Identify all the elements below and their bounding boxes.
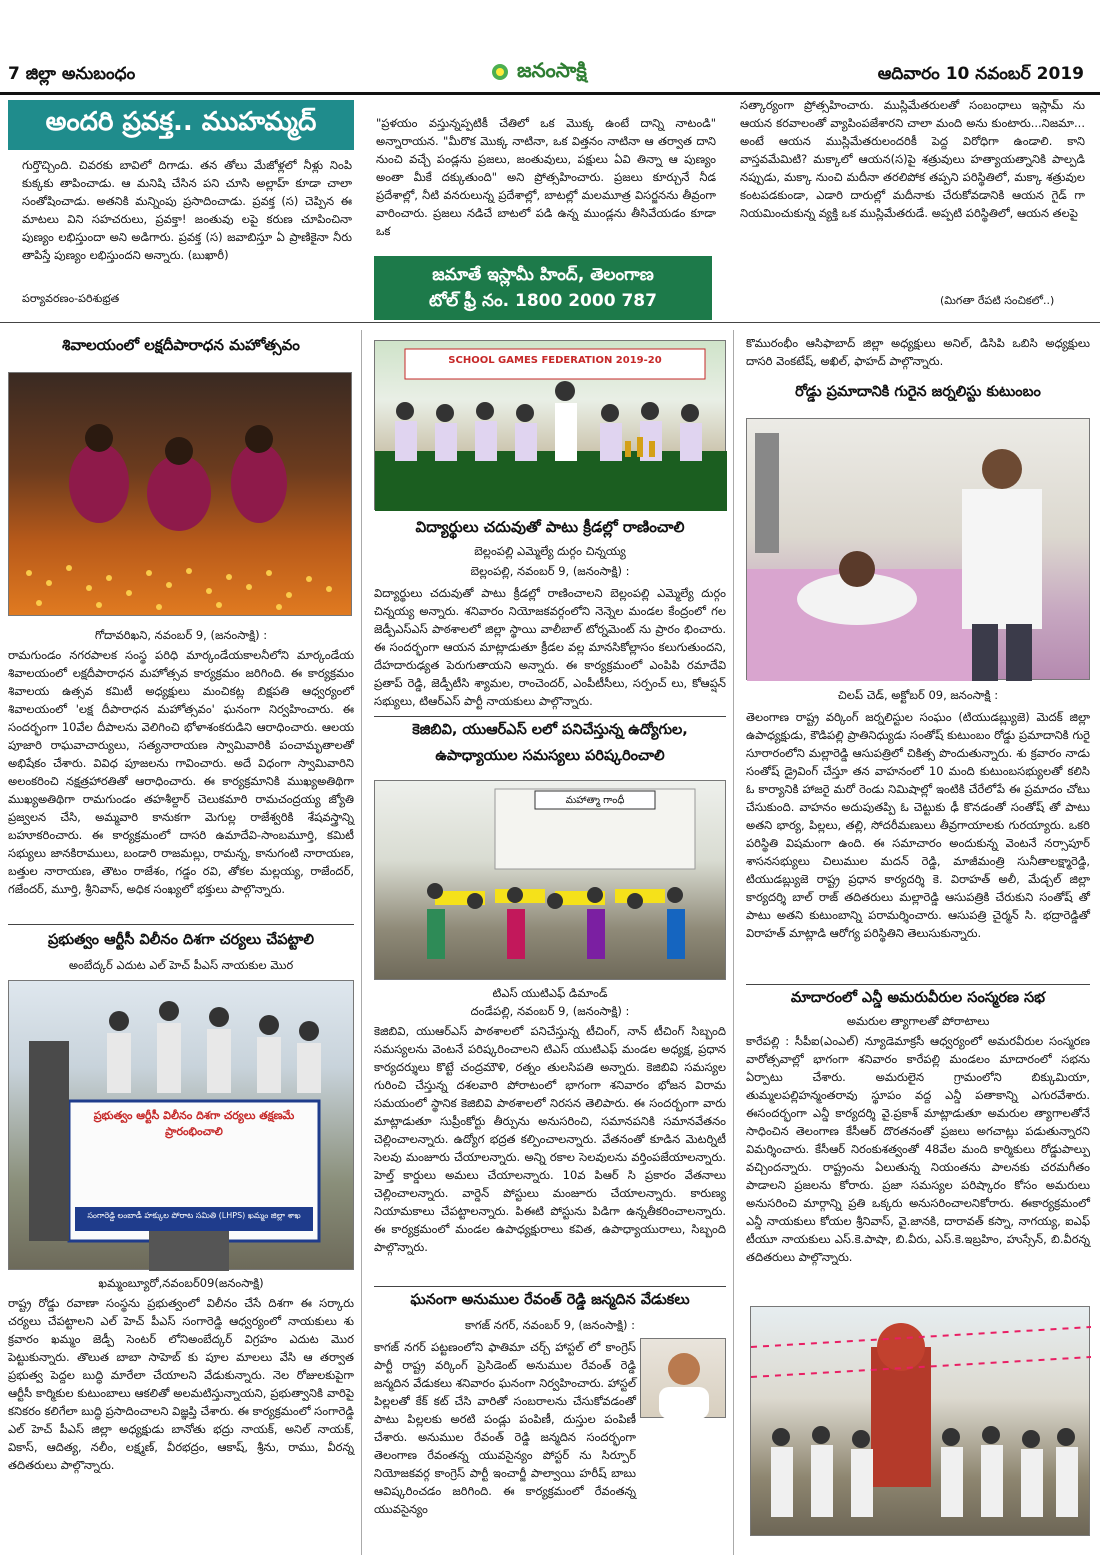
story-students-sports-body: విద్యార్థులు చదువుతో పాటు క్రీడల్లో రాణించాలని బెల్లంపల్లి ఎమ్మెల్యే దుర్గం చిన్నయ్య అన్నారు. శనివారం నియోజకవర్గంలోని నెన్నెల మండల కేంద్రంలో గల జెడ్పీఎస్ఎస్ పాఠశాలలో జిల్లా స్థాయి వాలీబాల్ టోర్నమెంట్ ను ప్రారం భించారు. ఈ సందర్భంగా ఆయన మాట్లాడుతూ క్రీడల వల్ల మానసికోల్లాసం కలుగుతుందని, దేహదారుఢ్యత పెరుగుతాయని అన్నారు. ఈ కార్యక్రమంలో ఎంపిపి రమాదేవి ప్రతాప్ రెడ్డి, జెడ్పీటీసి శ్యామల, రాంచెందర్, ఎంపీటీసీలు, సర్పంచ్ లు, కోఆప్షన్ సభ్యులు, టిఆర్ఎస్ పార్టీ నాయకులు పాల్గొన్నారు. [374,586,726,708]
headline-journalist-accident: రోడ్డు ప్రమాదానికి గురైన జర్నలిస్టు కుటుంబం [795,384,1041,400]
masthead-text: జనంసాక్షి [516,58,587,82]
dateline-godavarikhani: గోదావరిఖని, నవంబర్ 9, (జనంసాక్షి) : [94,628,268,642]
memorial-illustration [751,1307,1091,1537]
headline-kgbv-line2: ఉపాధ్యాయుల సమస్యలు పరిష్కరించాలి [435,748,665,764]
school-games-banner: SCHOOL GAMES FEDERATION 2019-20 [448,355,662,366]
story-kgbv-body: కెజిబివి, యుఆర్ఎస్ పాఠశాలలో పనిచేస్తున్న టీచింగ్, నాన్ టీచింగ్ సిబ్బంది సమస్యలను వెంటనే పరిష్కరించాలని టిఎస్ యుటిఎఫ్ మండల అధ్యక్ష, ప్రధాన కార్యదర్శులు కొట్టే చంద్రమౌళి, రత్నం తులసిపతి అన్నారు. కెజిబివి సమస్యల గురించి చేస్తున్న దశలవారి పోరాటంలో భాగంగా శనివారం భోజన విరామ సమయంలో స్థానిక కెజిబివి పాఠశాలలో నిరసన తెలిపారు. ఈ సందర్బంగా వారు మాట్లాడుతూ సుప్రీంకోర్టు తీర్పును అనుసరించి, సమానపనికి సమానవేతనం చెల్లించాలన్నారు. ఉద్యోగ భద్రత కల్పించాలన్నారు. వేతనంతో కూడిన మెటర్నిటీ సెలవు మంజూరు చేయాలన్నారు. అన్ని రకాల సెలవులను వర్తింపజేయాలన్నారు. హెల్త్ కార్డులు అమలు చేయాలన్నారు. 10వ పిఆర్ సి ప్రకారం వేతనాలు చెల్లించాలన్నారు. వార్డెన్ పోస్టులు మంజూరు చేయాలన్నారు. కారుణ్య నియామకాలు చేపట్టాలన్నారు. పిఈటి పోస్టును పిడిగా ఉన్నతీకరించాలన్నారు. ఈ కార్యక్రమంలో మండల ఉపాధ్యక్షురాలు కవిత, ఉపాధ్యాయురాలు, సిబ్బంది పాల్గొన్నారు. [374,1024,726,1254]
story-divider-col3 [746,984,1090,985]
header-rule [0,92,1100,95]
jamaat-line1: జమాతే ఇస్లామీ హింద్, తెలంగాణ [432,265,654,285]
headline-kgbv-line1: కెజిబివి, యుఆర్ఎస్ లలో పనిచేస్తున్న ఉద్యోగుల, [412,722,688,738]
dateline-khammam: ఖమ్మంబ్యూరో,నవంబర్09(జనంసాక్షి) [98,1276,264,1290]
banner-divider [0,322,1100,323]
column-divider-1 [361,330,362,1555]
banner-col1-tag: పర్యావరణం-పరిశుభ్రత [22,292,120,305]
photo-lhps-protest [8,980,354,1270]
photo-revanth-portrait [640,1338,726,1418]
banner-col3-text: సత్కార్యంగా ప్రోత్సహించారు. ముస్లిమేతరులతో సంబంధాలు ఇస్లామ్ ను ఆయన కరవాలంతో వ్యాపింపజేశారని చాలా మంది అను కుంటారు...నిజమా... అంటే ఆయన ముస్లిమేతరులందరికీ పెద్ద విరోధిగా ఉండాలి. కాని వాస్తవమేమిటి? మక్కాలో ఆయన(స)పై శత్రువులు హత్యాయత్నానికి పాల్పడి నప్పుడు, మక్కా నుంచి మదీనా తరలిపోక తప్పని పరిస్థితిలో, మక్కా శత్రువుల కంటపడకుండా, ఎడారి దారుల్లో మదీనాకు చేరుకోవడానికి ఆయన గైడ్ గా నియమించుకున్న వ్యక్తి ఒక ముస్లిమేతరుడే. అప్పటి పరిస్థితిలో, ఆయన తలపై [740,98,1085,220]
headline-students-sports: విద్యార్థులు చదువుతో పాటు క్రీడల్లో రాణించాలి [415,518,685,536]
subhead-students-sports: బెల్లంపల్లి ఎమ్మెల్యే దుర్గం చిన్నయ్య [474,544,626,558]
school-games-illustration [375,341,727,511]
page-label: 7 జిల్లా అనుబంధం [8,64,136,84]
dateline-bellampalli: బెల్లంపల్లి, నవంబర్ 9, (జనంసాక్షి) : [470,564,630,578]
issue-date: ఆదివారం 10 నవంబర్ 2019 [877,64,1084,84]
story-divider-col1 [8,924,354,925]
banner-title: అందరి ప్రవక్త.. ముహమ్మద్ [8,100,354,150]
logo-icon [490,62,510,82]
story-divider-col2b [374,1286,726,1287]
story-revanth-body-part1: కాగజ్ నగర్ పట్టణంలోని ఫాతిమా చర్చ్ హాస్టల్ లో కాంగ్రెస్ పార్టీ రాష్ట్ర వర్కింగ్ ప్రెసిడెంట్ అనుముల రేవంత్ రెడ్డి జన్మదిన వేడుకలు శనివారం ఘనంగా నిర్వహించారు. హాస్టల్ పిల్లలతో కేక్ కట్ చేసి వారితో సంబరాలను చేసుకోవడంతో పాటు పిల్లలకు అరటి పండ్లు పంపిణీ, దుస్తుల పంపిణీ చేశారు. అనుముల రేవంత్ రెడ్డి జన్మదిన సందర్భంగా తెలంగాణ రేవంతన్న యువసైన్యం పోస్టర్ ను సిర్పూర్ నియోజకవర్గ కాంగ్రెస్ పార్టీ ఇంచార్జీ పాల్వాయి హరీష్ బాబు ఆవిష్కరించడం జరిగింది. ఈ కార్యక్రమంలో రేవంతన్న యువసైన్యం [374,1340,636,1516]
photo-martyrs-memorial [750,1306,1090,1536]
story-divider-col2a [374,716,726,717]
story-rtc-merger-body: రాష్ట్ర రోడ్డు రవాణా సంస్థను ప్రభుత్వంలో విలీనం చేసే దిశగా ఈ సర్కారు చర్యలు చేపట్టాలని ఎల్ హెచ్ పీఎస్ సంగారెడ్డి ఆధ్వర్యంలో నాయకులు శు క్రవారం ఖమ్మం జెడ్పీ సెంటర్ లోనిఅంబేద్కర్ విగ్రహం ఎదుట మొర పెట్టుకున్నారు. తొలుత బాబా సాహెబ్ కు పూల మాలలు వేసి ఆ తర్వాత ప్రభుత్వ పెద్దల బుద్ధి మారేలా చేయాలని వేడుకున్నారు. నెల రోజులకుపైగా ఆర్టీసీ కార్మికుల కుటుంబాలు ఆకలితో అలమటిస్తున్నాయని, ప్రభుత్వానికి వారిపై కనికరం కలిగేలా బుద్ధి ప్రసాదించాలని విజ్ఞప్తి చేశారు. ఈ కార్యక్రమంలో సంగారెడ్డి ఎల్ హెచ్ పీఎస్ జిల్లా అధ్యక్షుడు బానోతు భద్రు నాయక్, అనిల్ నాయక్, వికాస్, ఆదిత్య, నలీం, లక్ష్మణ్, వీరభద్రం, ఆకాష్, శ్రీను, రాము, వీరన్న తదితరులు పాల్గొన్నారు. [8,1296,355,1472]
subhead-nd-martyrs: అమరుల త్యాగాలతో పోరాటాలు [846,1014,990,1028]
lamps-illustration [9,373,353,617]
dateline-chilapched: చిలప్ చెడ్, అక్టోబర్ 09, జనంసాక్షి : [837,688,999,702]
banner-col2-text: "ప్రళయం వస్తున్నప్పటికీ చేతిలో ఒక మొక్క ఉంటే దాన్ని నాటండి" అన్నారాయన. "మీరొక మొక్క నాటినా, ఒక విత్తనం నాటినా ఆ తర్వాత దాని నుంచి వచ్చే పండ్లను ప్రజలు, జంతువులు, పక్షులు ఏవి తిన్నా ఆ పుణ్యం అంతా మీకే దక్కుతుంది" అని ప్రోత్సహించారు. ప్రజలు కూర్చునే నీడ ప్రదేశాల్లో, నీటి వనరులున్న ప్రదేశాల్లో, బాటల్లో మలమూత్ర విసర్జనను తీవ్రంగా వారించారు. ప్రజలు నడిచే బాటలో పడి ఉన్న ముండ్లను తీసివేయడం కూడా ఒక [376,116,716,238]
portrait-illustration [641,1339,727,1419]
story-journalist-accident-body: తెలంగాణ రాష్ట్ర వర్కింగ్ జర్నలిస్టుల సంఘం (టియుడబ్ల్యుజె) మెదక్ జిల్లా ఉపాధ్యక్షుడు, కౌడిపల్లి ప్రాతినిధ్యుడు సంతోష్ కుటుంబం రోడ్డు ప్రమాదానికి గురై సూరారంలోని మల్లారెడ్డి ఆసుపత్రిలో చికిత్స పొందుతున్నారు. శు క్రవారం నాడు సంతోష్ డ్రైవింగ్ చేస్తూ తన వాహనంలో 10 మంది కుటుంబసభ్యులతో కలిసి ఓ కార్యానికి హాజరై మరో రెండు నిమిషాల్లో ఇంటికి చేరేలోపే ఈ ప్రమాదం చోటు చేసుకుంది. వాహనం అదుపుతప్పి ఓ చెట్టుకు ఢీ కొనడంతో సంతోష్ తో పాటు అతని భార్య, పిల్లలు, తల్లి, సోదరీమణులు తీవ్రగాయాలకు గురయ్యారు. ఒకరి పరిస్థితి విషమంగా ఉంది. ఈ సమాచారం అందుకున్న వెంటనే నర్సాపూర్ శాసనసభ్యులు చిలుముల మదన్ రెడ్డి, మాజీమంత్రి సునీతాలక్ష్మారెడ్డి, టియుడబ్ల్యుజె రాష్ట్ర ప్రధాన కార్యదర్శి కె. విరాహత్ అలీ, మేడ్చల్ జిల్లా కార్యదర్శి బాల్ రాజ్ తదితరులు మల్లారెడ్డి ఆసుపత్రికి చేరుకుని సంతోష్ తో పాటు అతని కుటుంబాన్ని పరామర్శించారు. ఆసుపత్రి చైర్మన్ సి. భద్రారెడ్డితో విరాహత్ మాట్లాడి ఆరోగ్య పరిస్థితిని తెలుసుకున్నారు. [746,710,1090,940]
kgbv-protest-illustration [375,781,727,981]
continuation-text: కొమురంభీం ఆసిఫాబాద్ జిల్లా అధ్యక్షులు అనిల్, డిసిపి ఒబిసి అధ్యక్షులు దాసరి వెంకటేష్, అఖిల్, ఫాహద్ పాల్గొన్నారు. [746,336,1090,368]
photo-school-games [374,340,726,510]
gandhi-sign: మహాత్మా గాంధీ [565,795,625,806]
lhps-banner-text: ప్రభుత్వం ఆర్టీసీ విలీనం దిశగా చర్యలు తక్షణమే ప్రారంభించాలి [93,1109,295,1138]
photo-hospital [746,418,1090,680]
photo-kgbv-protest [374,780,726,980]
hospital-illustration [747,419,1091,681]
photo-lamps [8,372,352,616]
banner-col1-text: గుర్తొచ్చింది. చివరకు బావిలో దిగాడు. తన తోలు మేజోళ్లలో నీళ్లు నింపి కుక్కకు తాపించాడు. ఆ మనిషి చేసిన పని చూసి అల్లాహ్ కూడా చాలా సంతోషించాడు. అతనికి మన్నింపు ప్రసాదించాడు. ప్రవక్త (స) చెప్పిన ఈ మాటలు విని సహచరులు, ప్రవక్తా! జంతువు లపై కరుణ చూపించినా పుణ్యం లభిస్తుందా అని అడిగారు. ప్రవక్త (స) జవాబిస్తూ ఏ ప్రాణికైనా నీరు తాపిస్తే పుణ్యం లభిస్తుందని అన్నారు. (బుఖారీ) [22,158,352,262]
masthead-logo [490,58,587,87]
banner-col3-continued: (మిగతా రేపటి సంచికలో..) [940,294,1055,307]
jamaat-line2: టోల్ ఫ్రీ నం. 1800 2000 787 [429,291,657,311]
headline-nd-martyrs: మాదారంలో ఎన్డీ అమరువీరుల సంస్మరణ సభ [790,990,1046,1006]
page-header [0,0,1100,96]
dateline-kagaznagar: కాగజ్ నగర్, నవంబర్ 9, (జనంసాక్షి) : [464,1318,636,1332]
subhead-rtc-merger: అంబేద్కర్ ఎదుట ఎల్ హెచ్ పీఎస్ నాయకుల మొర [68,958,294,972]
story-nd-martyrs-body: కారేపల్లి : సీపీఐ(ఎంఎల్) న్యూడెమాక్రసీ ఆధ్వర్యంలో అమరవీరుల సంస్మరణ వారోత్సవాల్లో భాగంగా శనివారం కారేపల్లి మండలం మాదారంలో సభను ఏర్పాటు చేశారు. అమరులైన గ్రామంలోని బిక్కుమియా, తుమ్మలపల్లిహన్మంతరావు స్థూపం వద్ద ఎన్డీ పతాకాన్ని ఎగురవేశారు. ఈసందర్భంగా ఎన్డీ కార్యదర్శి వై.ప్రకాశ్ మాట్లాడుతూ అమరుల త్యాగాలతోనే సాధించిన తెలంగాణ కేసీఆర్ దొరతనంతో ప్రజలు అగచాట్లు పడుతున్నారని విమర్శించారు. కేసీఆర్ నిరంకుశత్వంతో 48వేల మంది కార్మికులు రోడ్డుపాల్పు వచ్చిందన్నారు. రాష్ట్రంను ఏలుతున్న నియంతను పాలనకు చరమగీతం పాడాలని ప్రజలను కోరారు. ప్రజా సమస్యల పరిష్కారం కోసం అమరులు అనుసరించి మార్గాన్ని ప్రతి ఒక్కరు అనుసరించాలనికోరారు. ఈకార్యక్రమంలో ఎన్డీ నాయకులు కోయల శ్రీనివాస్, వై.జానకి, దారావత్ కస్నా, నాగయ్య, ఐఎఫ్ టీయూ నాయకులు ఎస్.కె.పాషా, బి.వీరు, ఎస్.కె.ఇబ్రహిం, హుస్సేన్, బి.వీరన్న తదితరులు పాల్గొన్నారు. [746,1034,1090,1264]
dateline-dandepalli: దండేపల్లి, నవంబర్ 9, (జనంసాక్షి) : [470,1004,630,1018]
headline-rtc-merger: ప్రభుత్వం ఆర్టీసీ విలీనం దిశగా చర్యలు చేపట్టాలి [47,932,315,948]
column-divider-2 [733,330,734,1555]
lhps-banner-footer: సంగారెడ్డి లంబాడీ హక్కుల పోరాట సమితి (LHPS) ఖమ్మం జిల్లా శాఖ [87,1211,301,1220]
story-lakshadeepa-body: రామగుండం నగరపాలక సంస్థ పరిధి మార్కండేయకాలనీలోని మార్కండేయ శివాలయంలో లక్షదీపారాధన మహోత్సవ కార్యక్రమం జరిగింది. ఈ కార్యక్రమం శివాలయ ఉత్సవ కమిటీ అధ్యక్షులు మంచికట్ల బిక్షపతి ఆధ్వర్యంలో శివాలయంలో 'లక్ష దీపారాధన మహోత్సవం' ఘనంగా నిర్వహించారు. ఈ సందర్భంగా 10వేల దీపాలను వెలిగించి భోళాశంకరుడిని ఆరాధించారు. ఆలయ పూజారి రాఘవాచార్యులు, సత్యనారాయణ స్వామివారికి పంచామృతాలతో అభిషేకం చేశారు. వివిధ పూజలను గావించారు. అదే విధంగా స్వామివారిని అలంకరించి నక్షత్రహారతితో ఆరాధించారు. ఈ కార్యక్రమానికి ముఖ్యఅతిథిగా ముఖ్యఅతిథిగా రామగుండం తహశీల్దార్ చెలుకమారి రామచంద్రయ్య జ్యోతి ప్రజ్వలన చేసి, అమ్మవారి కానుకగా మెగుల్ల రాజేశ్వరికి శేషవస్త్రాన్ని బహూకరించారు. ఈ కార్యక్రమంలో దాసరి ఉమాదేవి-సాంబమూర్తి, కమిటీ సభ్యులు జానకిరాములు, బండారి రాజమల్లు, రామన్న, కానుగంటి నారాయణ, బత్తుల నారాయణ, తౌటం రాజేశం, గడ్డం రవి, తోకల మల్లయ్య, రాజేందర్, గజేందర్, మూర్తి, శ్రీనివాస్, అధిక సంఖ్యలో భక్తులు పాల్గొన్నారు. [8,648,354,896]
photo-caption-tsutf: టిఎస్ యుటిఎఫ్ డిమాండ్ [492,986,608,1000]
headline-lakshadeepa: శివాలయంలో లక్షదీపారాధన మహోత్సవం [62,336,300,354]
jamaat-box [374,256,712,320]
headline-revanth-birthday: ఘనంగా అనుముల రేవంత్ రెడ్డి జన్మదిన వేడుకలు [410,1292,690,1308]
